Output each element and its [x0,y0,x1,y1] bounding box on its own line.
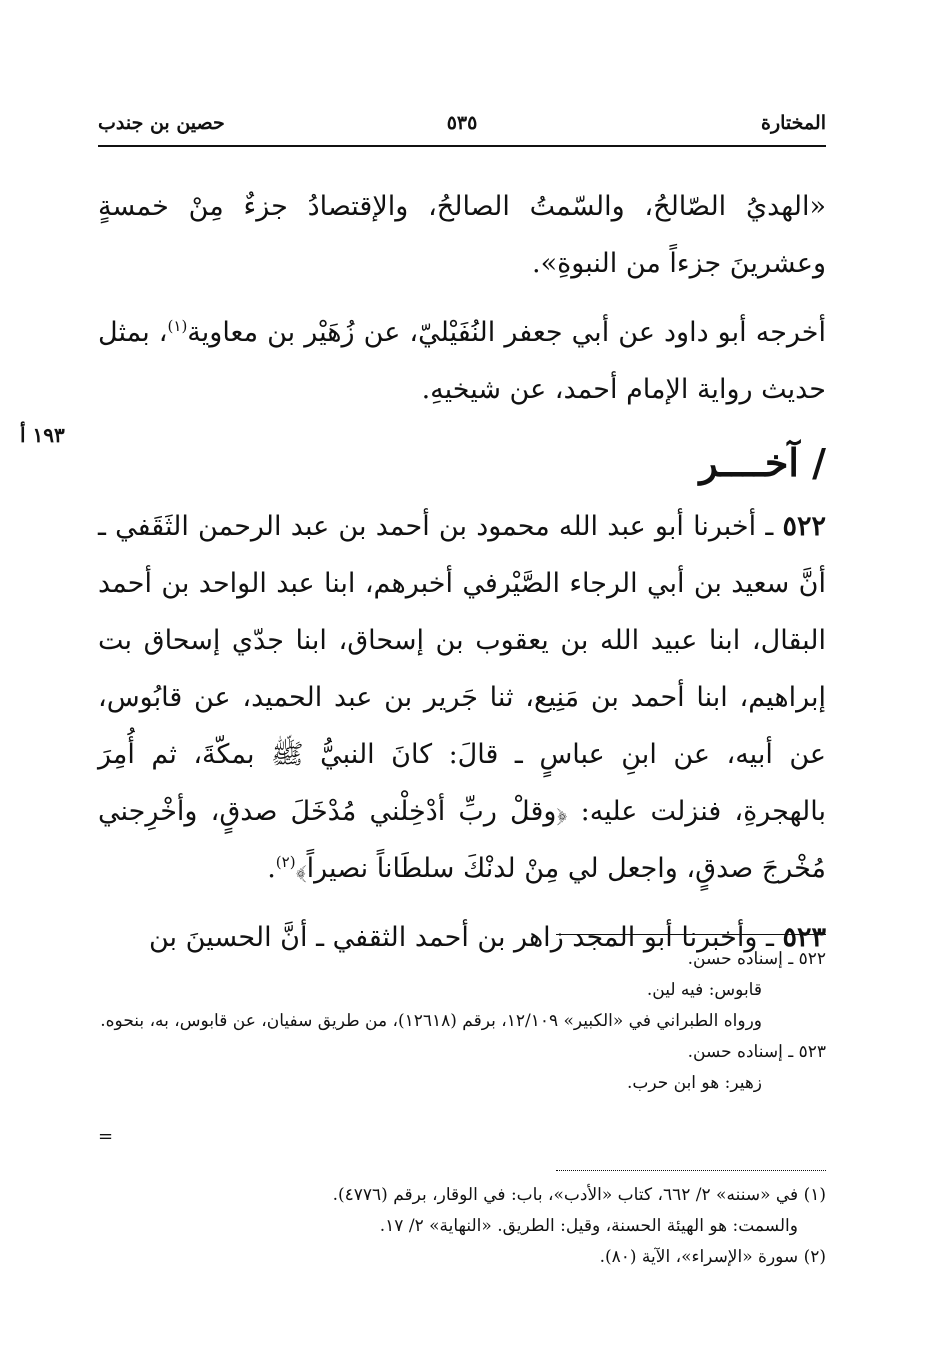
main-text [98,178,826,966]
chapter-title: حصين بن جندب [98,112,225,134]
hadith-notes [98,944,826,1099]
running-header [98,112,826,146]
footnote-2: (٢) سورة «الإسراء»، الآية (٨٠). [599,1247,826,1267]
footnotes [98,1180,826,1273]
note-522-source: ورواه الطبراني في «الكبير» ١٢/١٠٩، برقم (١٢٦١٨)، من طريق سفيان، عن قابوس، به، بنحوه. [100,1011,762,1031]
hadith-number-522: ٥٢٢ [782,511,826,542]
page-number: ٥٣٥ [446,112,478,134]
header-rule [98,145,826,147]
takhrij-paragraph [98,304,826,418]
book-title: المختارة [761,112,826,134]
note-523-grade: ٥٢٣ ـ إسناده حسن. [687,1042,826,1062]
manuscript-folio: ١٩٣ أ [20,423,65,447]
hadith-522-text: ـ أخبرنا أبو عبد الله محمود بن أحمد بن عبد الرحمن الثَقَفي ـ أنَّ سعيد بن أبي الرجاء الصَّيْرفي أخبرهم، ابنا عبد الواحد بن أحمد البقال، ابنا عبيد الله بن يعقوب بن إسحاق، ابنا جدّي إسحاق بت إبراهيم، ابنا أحمد بن مَنِيع، ثنا جَرير بن عبد الحميد، عن قابُوس، عن أبيه، عن ابنِ عباسٍ ـ قالَ: كانَ النبيُّ ﷺ بمكّةَ، ثم أُمِرَ بالهجرةِ، فنزلت عليه: ﴿وقلْ ربِّ أدْخِلْني مُدْخَلَ صدقٍ، وأخْرِجني مُخْرجَ صدقٍ، واجعل لي مِنْ لدنْكَ سلطَاناً نصيراً﴾ [98,511,826,884]
note-522-grade: ٥٢٢ ـ إسناده حسن. [687,949,826,969]
footnote-rule [556,1170,826,1171]
hadith-number-523: ٥٢٣ [782,922,826,953]
hadith-quote: «الهديُ الصّالحُ، والسّمتُ الصالحُ، والإقتصادُ جزءٌ مِنْ خمسةٍ وعشرينَ جزءاً من النبوةِ». [98,191,826,279]
takhrij-text: أخرجه أبو داود عن أبي جعفر النُفَيْليّ، عن زُهَيْر بن معاوية [187,317,826,348]
continuation-mark: = [98,1126,114,1147]
note-522-qabus: قابوس: فيه لين. [646,980,762,1000]
footnote-ref-1: (١) [167,317,188,335]
footnote-1-extra: والسمت: هو الهيئة الحسنة، وقيل: الطريق. «النهاية» ٢/ ١٧. [379,1216,798,1236]
section-heading: / آخــــر [699,440,826,485]
hadith-523-text: ـ وأخبرنا أبو المجد زاهر بن أحمد الثقفي ـ أنَّ الحسينَ بن [148,922,783,953]
footnote-ref-2: (٢) [275,853,296,871]
note-523-zuhair: زهير: هو ابن حرب. [626,1073,762,1093]
footnote-1: (١) في «سننه» ٢/ ٦٦٢، كتاب «الأدب»، باب: في الوقار، برقم (٤٧٧٦). [332,1185,826,1205]
takhrij-tail: ، بمثل حديث رواية الإمام أحمد، عن شيخيهِ. [98,317,826,405]
hadith-522 [98,498,826,897]
notes-rule [556,934,826,935]
hadith-522-end: . [267,853,276,884]
